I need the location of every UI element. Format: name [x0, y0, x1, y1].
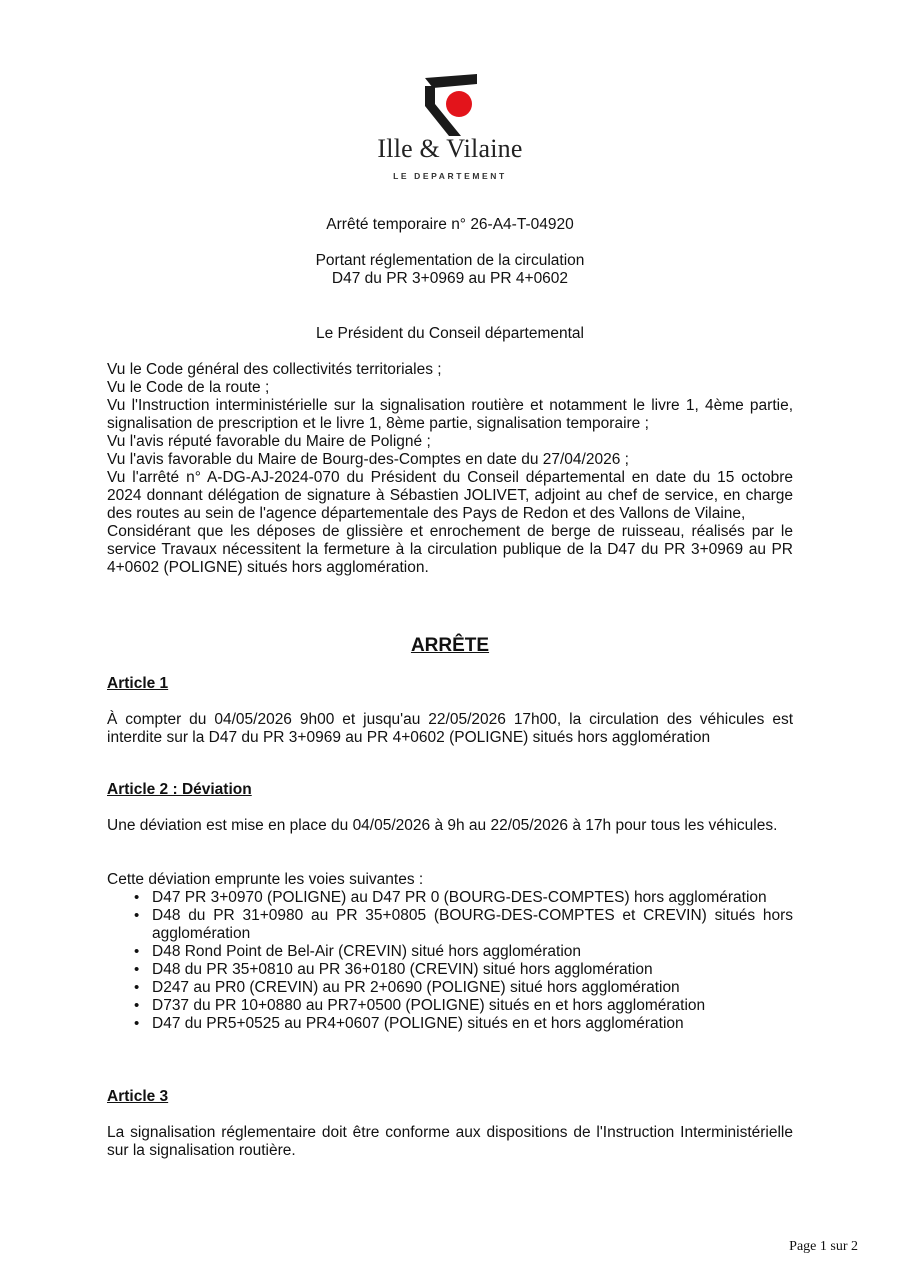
visa-item: Vu l'avis favorable du Maire de Bourg-des-Comptes en date du 27/04/2026 ; — [107, 451, 629, 468]
list-item: • D737 du PR 10+0880 au PR7+0500 (POLIGNE) situés en et hors agglomération — [152, 997, 793, 1015]
list-item: • D247 au PR0 (CREVIN) au PR 2+0690 (POLIGNE) situé hors agglomération — [152, 979, 793, 997]
article-2-heading: Article 2 : Déviation — [107, 781, 252, 798]
deviation-list-intro: Cette déviation emprunte les voies suivantes : — [107, 871, 424, 888]
logo-wordmark: Ille & Vilaine — [377, 134, 523, 163]
decision-heading: ARRÊTE — [410, 635, 490, 656]
visa-item: Vu l'arrêté n° A-DG-AJ-2024-070 du Président du Conseil départemental en date du 15 octobre 2024 donnant délégation de signature à Sébastien JOLIVET, adjoint au chef de service, en charge des routes au sein de l'agence départementale des Pays de Redon et des Vallons de Vilaine, — [107, 469, 793, 522]
list-item: • D47 du PR5+0525 au PR4+0607 (POLIGNE) situés en et hors agglomération — [152, 1015, 793, 1033]
subject-line-2: D47 du PR 3+0969 au PR 4+0602 — [331, 270, 569, 287]
article-1-text — [107, 711, 793, 747]
page-number: Page 1 sur 2 — [789, 1239, 858, 1254]
visas-block — [107, 361, 793, 577]
list-item: • D48 du PR 35+0810 au PR 36+0180 (CREVIN) situé hors agglomération — [152, 961, 793, 979]
visa-item: Vu le Code de la route ; — [107, 379, 270, 396]
article-1-heading: Article 1 — [107, 675, 169, 692]
visa-item: Vu l'Instruction interministérielle sur la signalisation routière et notamment le livre 1, 4ème partie, signalisation de prescription et le livre 1, 8ème partie, signalisation temporaire ; — [107, 397, 793, 432]
article-3-paragraph: La signalisation réglementaire doit être conforme aux dispositions de l'Instruction Interministérielle sur la signalisation routière. — [107, 1124, 793, 1159]
logo-subtitle: LE DEPARTEMENT — [393, 171, 507, 181]
ille-et-vilaine-emblem-icon — [415, 72, 485, 136]
deviation-block — [107, 871, 793, 1033]
article-2-intro — [107, 817, 793, 835]
visa-item: Vu l'avis réputé favorable du Maire de Poligné ; — [107, 433, 431, 450]
subject-line-1: Portant réglementation de la circulation — [315, 252, 585, 269]
visa-item: Vu le Code général des collectivités territoriales ; — [107, 361, 442, 378]
list-item: • D48 Rond Point de Bel-Air (CREVIN) situé hors agglomération — [152, 943, 793, 961]
authority: Le Président du Conseil départemental — [316, 325, 584, 342]
article-2-paragraph: Une déviation est mise en place du 04/05/2026 à 9h au 22/05/2026 à 17h pour tous les véhicules. — [107, 817, 778, 834]
list-item: • D47 PR 3+0970 (POLIGNE) au D47 PR 0 (BOURG-DES-COMPTES) hors agglomération — [152, 889, 793, 907]
article-3-text — [107, 1124, 793, 1160]
article-1-paragraph: À compter du 04/05/2026 9h00 et jusqu'au 22/05/2026 17h00, la circulation des véhicules est interdite sur la D47 du PR 3+0969 au PR 4+0602 (POLIGNE) situés hors agglomération — [107, 711, 793, 746]
list-item: • D48 du PR 31+0980 au PR 35+0805 (BOURG-DES-COMPTES et CREVIN) situés hors agglomération — [152, 907, 793, 943]
department-logo — [360, 72, 540, 187]
considerant: Considérant que les déposes de glissière et enrochement de berge de ruisseau, réalisés par le service Travaux nécessitent la fermeture à la circulation publique de la D47 du PR 3+0969 au PR 4+0602 (POLIGNE) situés hors agglomération. — [107, 523, 793, 576]
deviation-route-list — [107, 889, 793, 1033]
article-3-heading: Article 3 — [107, 1088, 169, 1105]
arrete-number: Arrêté temporaire n° 26-A4-T-04920 — [326, 216, 574, 233]
